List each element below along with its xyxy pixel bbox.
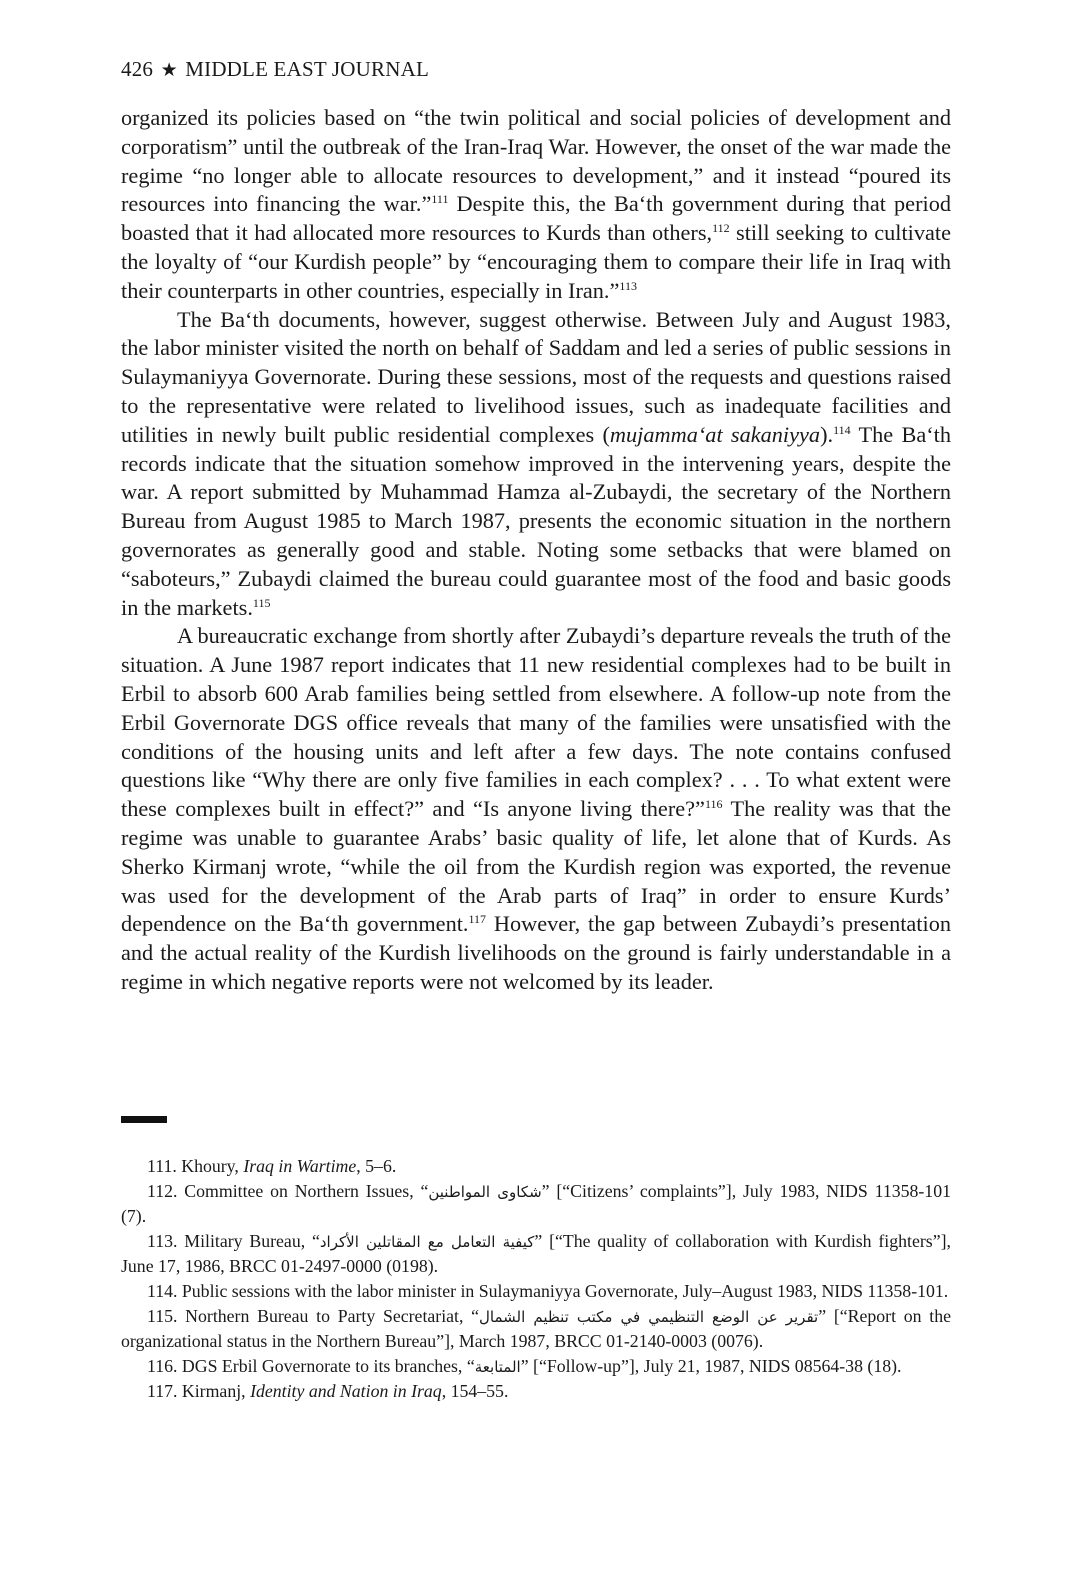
footnote-113: 113. Military Bureau, “كيفية التعامل مع المقاتلين الأكراد” [“The quality of collaboration with Kurdish fighters”], June 17, 1986, BRCC 01-2497-0000 (0198).: [121, 1230, 951, 1277]
footnote-ref-111[interactable]: 111: [431, 192, 449, 207]
paragraph-3: A bureaucratic exchange from shortly after Zubaydi’s departure reveals the truth of the situation. A June 1987 report indicates that 11 new residential complexes had to be built in Erbil to absorb 600 Arab families being settled from elsewhere. A follow-up note from the Erbil Governorate DGS office reveals that many of the families were unsatisfied with the conditions of the housing units and left after a few days. The note contains confused questions like “Why there are only five families in each complex? . . . To what extent were these complexes built in effect?” and “Is anyone living there?”$^{116}$ The reality was that the regime was unable to guarantee Arabs’ basic quality of life, let alone that of Kurds. As Sherko Kirmanj wrote, “while the oil from the Kurdish region was exported, the revenue was used for the development of the Arab parts of Iraq” in order to ensure Kurds’ dependence on the Ba‘th government.$^{117}$ However, the gap between Zubaydi’s presentation and the actual reality of the Kurdish livelihoods on the ground is fairly understandable in a regime in which negative reports were not welcomed by its leader.: [121, 623, 951, 994]
footnote-115: 115. Northern Bureau to Party Secretariat, “تقرير عن الوضع التنظيمي في مكتب تنظيم الشمال” [“Report on the organizational status in the Northern Bureau”], March 1987, BRCC 01-2140-0003 (0076).: [121, 1305, 951, 1352]
arabic-title: تقرير عن الوضع التنظيمي في مكتب تنظيم الشمال: [479, 1307, 819, 1326]
footnote-divider: [121, 1116, 167, 1123]
footnote-116: 116. DGS Erbil Governorate to its branches, “المتابعة” [“Follow-up”], July 21, 1987, NIDS 08564-38 (18).: [147, 1355, 902, 1376]
footnotes: [121, 1154, 951, 1404]
footnote-111: 111. Khoury, Iraq in Wartime, 5–6.: [147, 1156, 397, 1176]
page-number: 426: [121, 57, 154, 81]
arabic-title: المتابعة: [474, 1357, 521, 1376]
footnote-ref-117[interactable]: 117: [468, 912, 487, 927]
footnote-ref-113[interactable]: 113: [619, 278, 637, 293]
running-head: [121, 56, 429, 84]
footnote-114: 114. Public sessions with the labor minister in Sulaymaniyya Governorate, July–August 1983, NIDS 11358-101.: [147, 1280, 949, 1301]
italic-term: mujamma‘at sakaniyya: [609, 421, 821, 447]
star-icon: ★: [160, 60, 178, 81]
footnote-112: 112. Committee on Northern Issues, “شكاوى المواطنين” [“Citizens’ complaints”], July 1983, NIDS 11358-101 (7).: [121, 1180, 951, 1227]
footnote-ref-114[interactable]: 114: [833, 422, 851, 437]
footnote-ref-115[interactable]: 115: [252, 595, 271, 610]
body-text: [121, 104, 951, 997]
footnote-117: 117. Kirmanj, Identity and Nation in Iraq, 154–55.: [147, 1381, 509, 1402]
footnote-ref-112[interactable]: 112: [712, 221, 730, 236]
footnote-ref-116[interactable]: 116: [704, 797, 723, 812]
arabic-title: كيفية التعامل مع المقاتلين الأكراد: [319, 1232, 535, 1251]
paragraph-2: The Ba‘th documents, however, suggest otherwise. Between July and August 1983, the labor minister visited the north on behalf of Saddam and led a series of public sessions in Sulaymaniyya Governorate. During these sessions, most of the requests and questions raised to the representative were related to livelihood issues, such as inadequate facilities and utilities in newly built public residential complexes (mujamma‘at sakaniyya).$^{114}$ The Ba‘th records indicate that the situation somehow improved in the intervening years, despite the war. A report submitted by Muhammad Hamza al-Zubaydi, the secretary of the Northern Bureau from August 1985 to March 1987, presents the economic situation in the northern governorates as generally good and stable. Noting some setbacks that were blamed on “saboteurs,” Zubaydi claimed the bureau could guarantee most of the food and basic goods in the markets.$^{115}$: [121, 306, 951, 620]
paragraph-1: organized its policies based on “the twin political and social policies of development and corporatism” until the outbreak of the Iran-Iraq War. However, the onset of the war made the regime “no longer able to allocate resources to development,” and it instead “poured its resources into financing the war.”$^{111}$ Despite this, the Ba‘th government during that period boasted that it had allocated more resources to Kurds than others,$^{112}$ still seeking to cultivate the loyalty of “our Kurdish people” by “encouraging them to compare their life in Iraq with their counterparts in other countries, especially in Iran.”$^{113}$: [121, 105, 951, 303]
journal-title: MIDDLE EAST JOURNAL: [185, 57, 429, 81]
arabic-title: شكاوى المواطنين: [428, 1182, 542, 1201]
